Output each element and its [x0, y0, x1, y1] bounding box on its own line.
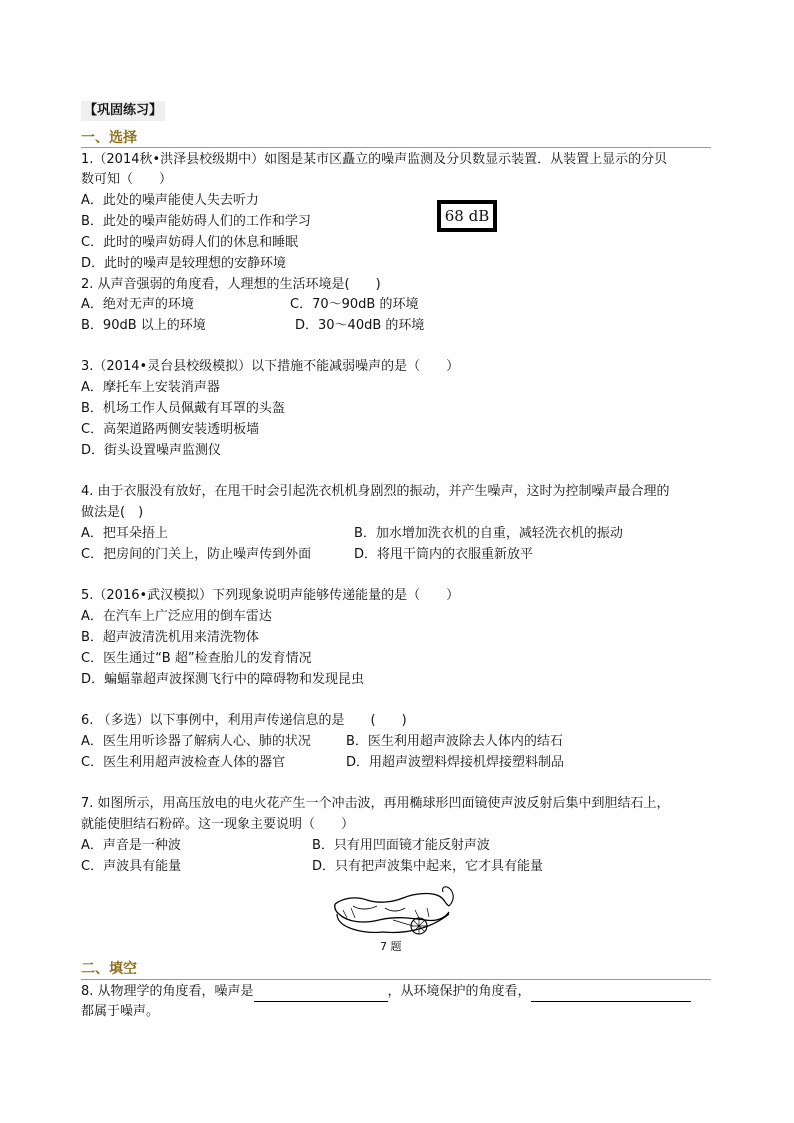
stem-text: 8. 从物理学的角度看，噪声是 — [81, 984, 254, 999]
section-divider — [81, 147, 711, 148]
answer-blank-2[interactable] — [531, 985, 691, 1002]
option-c: C．把房间的门关上，防止噪声传到外面 — [81, 547, 312, 562]
option-c: C．此时的噪声妨碍人们的休息和睡眠 — [81, 235, 299, 250]
question-stem: 2. 从声音强弱的角度看，人理想的生活环境是( ) — [81, 277, 381, 292]
option-b: B．此处的噪声能妨碍人们的工作和学习 — [81, 214, 311, 229]
question-stem: 5.（2016•武汉模拟）下列现象说明声能够传递能量的是（ ） — [81, 588, 460, 603]
answer-blank-1[interactable] — [254, 985, 388, 1002]
question-stem: 7. 如图所示，用高压放电的电火花产生一个冲击波，再用椭球形凹面镜使声波反射后集中到胆结石上， — [81, 796, 670, 811]
decibel-reading: 68 dB — [444, 207, 490, 225]
question-stem: 都属于噪声。 — [81, 1004, 160, 1019]
option-c: C．医生通过“B 超”检查胎儿的发育情况 — [81, 651, 312, 666]
option-a: A．摩托车上安装消声器 — [81, 380, 220, 395]
section-divider — [81, 979, 711, 980]
section-heading-fill: 二、填空 — [81, 961, 137, 977]
question-stem: 6. （多选）以下事例中，利用声传递信息的是 ( ) — [81, 713, 407, 728]
option-a: A．声音是一种波 — [81, 838, 181, 853]
lithotripsy-figure — [333, 884, 461, 936]
option-b: B．超声波清洗机用来清洗物体 — [81, 630, 259, 645]
section-heading-choice: 一、选择 — [81, 130, 137, 146]
option-c: C．医生利用超声波检查人体的器官 — [81, 755, 286, 770]
option-d: D．将甩干筒内的衣服重新放平 — [354, 547, 534, 562]
option-a: A．医生用听诊器了解病人心、肺的状况 — [81, 734, 311, 749]
option-a: A．此处的噪声能使人失去听力 — [81, 193, 259, 208]
option-b: B．只有用凹面镜才能反射声波 — [312, 838, 490, 853]
figure-caption: 7 题 — [380, 940, 402, 953]
option-d: D．街头设置噪声监测仪 — [81, 443, 222, 458]
option-b: B．90dB 以上的环境 — [81, 318, 206, 333]
option-d: D．只有把声波集中起来，它才具有能量 — [312, 859, 544, 874]
option-b: B．加水增加洗衣机的自重，减轻洗衣机的振动 — [354, 526, 623, 541]
option-d: D．用超声波塑料焊接机焊接塑料制品 — [346, 755, 565, 770]
option-c: C．高架道路两侧安装透明板墙 — [81, 422, 260, 437]
option-d: D．此时的噪声是较理想的安静环境 — [81, 256, 287, 271]
section-tag: 【巩固练习】 — [81, 101, 165, 121]
question-stem: 就能使胆结石粉碎。这一现象主要说明（ ） — [81, 817, 355, 832]
option-d: D．30～40dB 的环境 — [295, 318, 425, 333]
option-d: D．蝙蝠靠超声波探测飞行中的障碍物和发现昆虫 — [81, 672, 365, 687]
noise-meter-display — [437, 200, 497, 232]
question-stem: 1.（2014秋•洪泽县校级期中）如图是某市区矗立的噪声监测及分贝数显示装置．从装置上显示的分贝 — [81, 152, 668, 167]
question-stem: 3.（2014•灵台县校级模拟）以下措施不能减弱噪声的是（ ） — [81, 359, 460, 374]
option-a: A．绝对无声的环境 — [81, 297, 194, 312]
option-c: C．声波具有能量 — [81, 859, 182, 874]
question-stem: 做法是( ) — [81, 505, 144, 520]
option-b: B．机场工作人员佩戴有耳罩的头盔 — [81, 401, 285, 416]
option-b: B．医生利用超声波除去人体内的结石 — [346, 734, 563, 749]
question-stem: 数可知（ ） — [81, 172, 173, 187]
question-stem: 4. 由于衣服没有放好，在甩干时会引起洗衣机机身剧烈的振动，并产生噪声，这时为控制噪声最合理的 — [81, 484, 670, 499]
option-a: A．把耳朵捂上 — [81, 526, 168, 541]
option-c: C．70～90dB 的环境 — [290, 297, 419, 312]
option-a: A．在汽车上广泛应用的倒车雷达 — [81, 609, 272, 624]
stem-text: ，从环境保护的角度看， — [387, 984, 531, 999]
question-stem — [81, 982, 691, 1002]
